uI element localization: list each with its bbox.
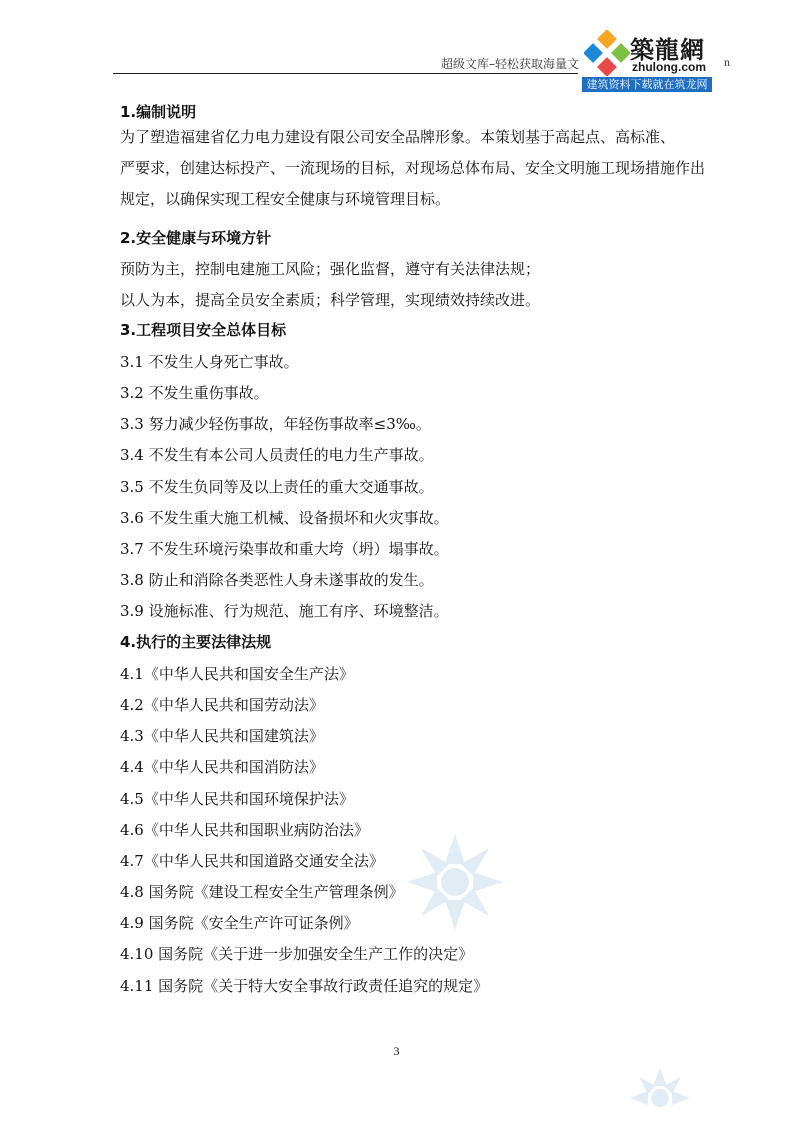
list-item: 3.9 设施标准、行为规范、施工有序、环境整洁。 xyxy=(120,602,449,620)
list-item: 3.8 防止和消除各类恶性人身未遂事故的发生。 xyxy=(120,571,434,589)
list-item: 3.6 不发生重大施工机械、设备损坏和火灾事故。 xyxy=(120,509,449,527)
section-1-heading: 1.编制说明 xyxy=(120,103,197,121)
logo-banner: 建筑资料下载就在筑龙网 xyxy=(582,77,712,92)
list-item: 4.2《中华人民共和国劳动法》 xyxy=(120,696,324,714)
watermark-snowflake-icon xyxy=(407,834,503,930)
list-item: 4.5《中华人民共和国环境保护法》 xyxy=(120,790,354,808)
header-divider xyxy=(113,73,578,74)
list-item: 3.5 不发生负同等及以上责任的重大交通事故。 xyxy=(120,478,434,496)
list-item: 3.2 不发生重伤事故。 xyxy=(120,384,269,402)
paragraph-line: 严要求，创建达标投产、一流现场的目标，对现场总体布局、安全文明施工现场措施作出 xyxy=(120,159,706,177)
list-item: 4.3《中华人民共和国建筑法》 xyxy=(120,727,324,745)
list-item: 3.7 不发生环境污染事故和重大垮（坍）塌事故。 xyxy=(120,540,449,558)
list-item: 4.6《中华人民共和国职业病防治法》 xyxy=(120,821,369,839)
watermark-snowflake-small-icon xyxy=(630,1068,690,1107)
list-item: 3.3 努力减少轻伤事故，年轻伤事故率≤3‰。 xyxy=(120,415,431,433)
header-text: 超级文库–轻松获取海量文 xyxy=(441,57,580,71)
list-item: 4.7《中华人民共和国道路交通安全法》 xyxy=(120,852,384,870)
list-item: 4.10 国务院《关于进一步加强安全生产工作的决定》 xyxy=(120,945,474,963)
page-number: 3 xyxy=(393,1044,400,1058)
section-3-heading: 3.工程项目安全总体目标 xyxy=(120,321,287,339)
list-item: 3.4 不发生有本公司人员责任的电力生产事故。 xyxy=(120,446,434,464)
zhulong-logo[interactable] xyxy=(582,30,714,94)
logo-name-en: zhulong.com xyxy=(632,60,706,74)
list-item: 4.8 国务院《建设工程安全生产管理条例》 xyxy=(120,883,404,901)
logo-pinwheel-icon xyxy=(584,30,630,76)
list-item: 4.11 国务院《关于特大安全事故行政责任追究的规定》 xyxy=(120,977,489,995)
list-item: 4.9 国务院《安全生产许可证条例》 xyxy=(120,914,359,932)
list-item: 3.1 不发生人身死亡事故。 xyxy=(120,353,299,371)
paragraph-line: 规定，以确保实现工程安全健康与环境管理目标。 xyxy=(120,190,451,208)
paragraph-line: 预防为主，控制电建施工风险；强化监督，遵守有关法律法规； xyxy=(120,260,541,278)
list-item: 4.4《中华人民共和国消防法》 xyxy=(120,758,324,776)
logo-name-cn: 築龍網 xyxy=(630,36,705,64)
section-4-heading: 4.执行的主要法律法规 xyxy=(120,633,272,651)
header-tail: n xyxy=(724,55,730,69)
section-2-heading: 2.安全健康与环境方针 xyxy=(120,229,272,247)
paragraph-line: 为了塑造福建省亿力电力建设有限公司安全品牌形象。本策划基于高起点、高标准、 xyxy=(120,128,676,146)
list-item: 4.1《中华人民共和国安全生产法》 xyxy=(120,665,354,683)
paragraph-line: 以人为本，提高全员安全素质；科学管理，实现绩效持续改进。 xyxy=(120,291,541,309)
